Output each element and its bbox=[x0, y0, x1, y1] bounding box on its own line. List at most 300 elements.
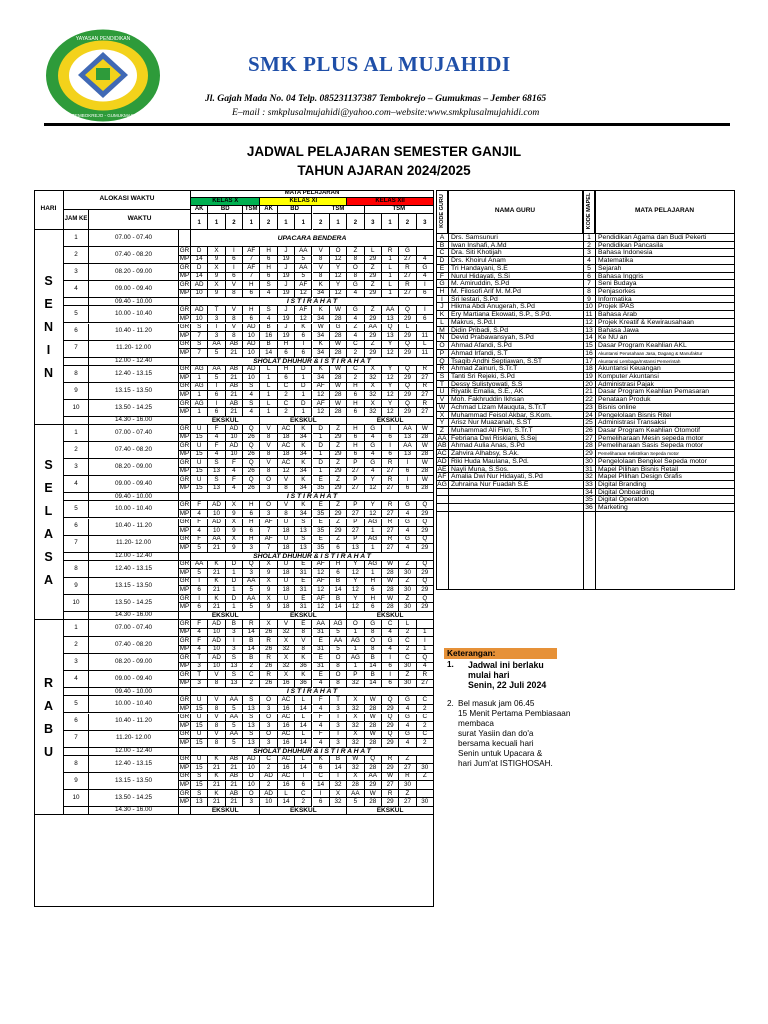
subject-name: Dasar Program Keahlian AKL bbox=[598, 342, 687, 350]
waktu: 11.20- 12.00 bbox=[89, 341, 179, 358]
waktu: 08.20 - 09.00 bbox=[89, 264, 179, 281]
teacher-code: S bbox=[295, 536, 312, 545]
subject-code: 5 bbox=[191, 544, 208, 553]
subject-code: 28 bbox=[417, 485, 434, 494]
teacher-code: Q bbox=[417, 536, 434, 545]
day-letter: L bbox=[44, 503, 53, 518]
subject-name: Sejarah bbox=[598, 264, 622, 272]
teacher-code: AA bbox=[226, 696, 243, 705]
teacher-code: C bbox=[347, 341, 364, 350]
teacher-code-cell: X bbox=[439, 411, 445, 419]
teacher-code: Z bbox=[330, 459, 347, 468]
teacher-code: W bbox=[347, 756, 364, 765]
teacher-code: B bbox=[226, 620, 243, 629]
teacher-name: Makrus, S.Pd.I bbox=[451, 318, 496, 326]
teacher-code: D bbox=[295, 383, 312, 392]
column-divider bbox=[448, 190, 449, 590]
gr-mp-label bbox=[179, 417, 191, 425]
jam-ke: 10 bbox=[64, 400, 89, 417]
teacher-code: H bbox=[347, 383, 364, 392]
keterangan-item2-line: surat Yasiin dan do'a bbox=[458, 729, 534, 738]
jam-ke: 6 bbox=[64, 714, 89, 731]
subject-code: 10 bbox=[208, 510, 225, 519]
subject-code: 26 bbox=[260, 663, 277, 672]
subject-code: 13 bbox=[295, 544, 312, 553]
subject-code: 29 bbox=[365, 273, 382, 282]
teacher-code-cell: I bbox=[441, 295, 443, 303]
ekskul-band: EKSKUL bbox=[191, 612, 260, 620]
teacher-code: R bbox=[382, 790, 399, 799]
subject-code: 8 bbox=[260, 434, 277, 443]
waktu: 14.30 - 16.00 bbox=[89, 612, 179, 620]
subject-number: 25 bbox=[585, 419, 593, 427]
subject-code: 27 bbox=[417, 408, 434, 417]
subject-code: 16 bbox=[278, 764, 295, 773]
ekskul-band: EKSKUL bbox=[347, 417, 434, 425]
teacher-code: AF bbox=[295, 306, 312, 315]
subject-code: 4 bbox=[191, 646, 208, 655]
subject-code: 29 bbox=[365, 349, 382, 358]
teacher-name: Achmad Lizam Mauquta, S.Tr.T bbox=[451, 403, 547, 411]
teacher-code: X bbox=[226, 519, 243, 528]
teacher-subject-row bbox=[436, 303, 735, 311]
subject-code: 8 bbox=[208, 739, 225, 748]
teacher-code-cell: F bbox=[439, 272, 445, 280]
subject-code: 10 bbox=[243, 764, 260, 773]
mp-label: MP bbox=[179, 527, 190, 534]
teacher-name: Drs. Khoirul Anam bbox=[451, 257, 506, 265]
subject-code: 27 bbox=[347, 485, 364, 494]
teacher-code: G bbox=[365, 459, 382, 468]
waktu: 14.30 - 16.00 bbox=[89, 807, 179, 815]
subject-code: 29 bbox=[399, 315, 416, 324]
teacher-name: Muhammad Ali Fikri, S.Tr.T bbox=[451, 427, 533, 434]
teacher-name: Devid Prabawansyah, S.Pd bbox=[451, 334, 534, 342]
subject-code: 4 bbox=[347, 290, 364, 299]
subject-name: Bahasa Jawa bbox=[598, 326, 639, 334]
subject-code: 9 bbox=[260, 569, 277, 578]
teacher-code: H bbox=[260, 264, 277, 273]
teacher-code: Z bbox=[399, 561, 416, 570]
subject-code: 16 bbox=[278, 705, 295, 714]
ekskul-band: EKSKUL bbox=[347, 612, 434, 620]
jam-ke bbox=[64, 493, 89, 501]
teacher-code: AC bbox=[278, 442, 295, 451]
teacher-code: Q bbox=[243, 459, 260, 468]
waktu: 12.40 - 13.15 bbox=[89, 561, 179, 578]
day-letter: R bbox=[43, 675, 54, 690]
teacher-code: E bbox=[313, 637, 330, 646]
subject-code: 30 bbox=[399, 680, 416, 689]
subject-number: 9 bbox=[587, 295, 591, 303]
teacher-code: B bbox=[260, 324, 277, 333]
gr-label: GR bbox=[179, 425, 190, 432]
keterangan-item1-line: Senin, 22 Juli 2024 bbox=[468, 680, 547, 690]
subject-code: 21 bbox=[208, 764, 225, 773]
subject-code: 18 bbox=[278, 603, 295, 612]
subject-code: 12 bbox=[313, 391, 330, 400]
subject-code: 6 bbox=[243, 290, 260, 299]
jam-ke: 9 bbox=[64, 383, 89, 400]
subject-code: 9 bbox=[260, 603, 277, 612]
waktu: 13.50 - 14.25 bbox=[89, 595, 179, 612]
subject-code: 6 bbox=[260, 256, 277, 265]
subject-number: 13 bbox=[585, 326, 593, 334]
teacher-code: T bbox=[208, 306, 225, 315]
jam-ke: 4 bbox=[64, 476, 89, 493]
waktu: 08.20 - 09.00 bbox=[89, 654, 179, 671]
gr-mp-label bbox=[179, 493, 191, 501]
subject-code: 21 bbox=[226, 349, 243, 358]
subject-code: 10 bbox=[208, 663, 225, 672]
teacher-code: AF bbox=[313, 595, 330, 604]
teacher-code: K bbox=[295, 476, 312, 485]
subject-code: 12 bbox=[330, 290, 347, 299]
teacher-code-cell: C bbox=[439, 249, 445, 257]
teacher-code-cell: K bbox=[439, 311, 445, 319]
teacher-name: Nayli Muna, S.Sos. bbox=[451, 465, 509, 473]
subject-code: 1 bbox=[295, 391, 312, 400]
teacher-code: Q bbox=[399, 306, 416, 315]
teacher-code: Q bbox=[417, 519, 434, 528]
waktu: 10.00 - 10.40 bbox=[89, 501, 179, 518]
header-mata-pelajaran: MATA PELAJARAN bbox=[191, 190, 434, 198]
teacher-code: X bbox=[347, 731, 364, 740]
subject-name: Bahasa Indonesia bbox=[598, 249, 653, 257]
subject-code: 6 bbox=[226, 256, 243, 265]
teacher-code: Y bbox=[347, 595, 364, 604]
teacher-code: AD bbox=[208, 620, 225, 629]
gr-label: GR bbox=[179, 442, 190, 449]
subject-code: 15 bbox=[191, 739, 208, 748]
teacher-code: AA bbox=[208, 536, 225, 545]
teacher-code: AF bbox=[295, 281, 312, 290]
subject-code: 13 bbox=[295, 527, 312, 536]
teacher-code: AA bbox=[191, 561, 208, 570]
teacher-code-cell: AB bbox=[437, 442, 447, 450]
teacher-code-cell: A bbox=[439, 234, 445, 241]
header-major: TSM bbox=[365, 206, 434, 214]
teacher-code: U bbox=[191, 459, 208, 468]
teacher-code: C bbox=[382, 620, 399, 629]
header-hari: HARI bbox=[34, 190, 64, 230]
teacher-subject-row bbox=[436, 412, 735, 420]
keterangan-item2-line: bersama kecuali hari bbox=[458, 739, 534, 748]
subject-code: 29 bbox=[330, 527, 347, 536]
teacher-name: Dessy Sulistyowati, S.S bbox=[451, 380, 523, 388]
teacher-code: Q bbox=[399, 400, 416, 409]
subject-name: Digital Operation bbox=[598, 496, 649, 504]
subject-code: 5 bbox=[226, 722, 243, 731]
gr-mp-label bbox=[179, 807, 191, 815]
ekskul-band: EKSKUL bbox=[260, 417, 347, 425]
waktu: 12.00 - 12.40 bbox=[89, 553, 179, 561]
subject-code: 29 bbox=[417, 544, 434, 553]
teacher-code-cell: AC bbox=[437, 450, 447, 458]
subject-name: Mapel Pilihan Bisnis Retail bbox=[598, 465, 679, 473]
teacher-code: AB bbox=[226, 756, 243, 765]
subject-code: 6 bbox=[330, 544, 347, 553]
subject-code: 32 bbox=[347, 764, 364, 773]
subject-code: 1 bbox=[191, 391, 208, 400]
subject-code: 4 bbox=[417, 663, 434, 672]
ekskul-band: EKSKUL bbox=[191, 807, 260, 815]
subject-code: 29 bbox=[365, 256, 382, 265]
subject-code: 13 bbox=[208, 468, 225, 477]
subject-number: 28 bbox=[585, 442, 593, 450]
teacher-code: I bbox=[399, 459, 416, 468]
subject-code: 3 bbox=[208, 332, 225, 341]
subject-code: 28 bbox=[417, 434, 434, 443]
gr-label: GR bbox=[179, 501, 190, 509]
subject-code: 29 bbox=[365, 315, 382, 324]
subject-name: Bisnis online bbox=[598, 403, 637, 411]
teacher-code: H bbox=[365, 578, 382, 587]
column-divider bbox=[583, 190, 584, 590]
day-letter: S bbox=[44, 457, 53, 472]
teacher-code: I bbox=[382, 654, 399, 663]
mp-label: MP bbox=[179, 781, 190, 788]
subject-code: 18 bbox=[278, 586, 295, 595]
teacher-code: P bbox=[347, 501, 364, 510]
teacher-code: U bbox=[278, 595, 295, 604]
subject-code: 14 bbox=[295, 705, 312, 714]
subject-code: 15 bbox=[191, 781, 208, 790]
subject-code: 6 bbox=[191, 586, 208, 595]
subject-code: 4 bbox=[191, 527, 208, 536]
teacher-name bbox=[451, 489, 583, 497]
subject-code: 32 bbox=[347, 722, 364, 731]
subject-code: 26 bbox=[260, 646, 277, 655]
subject-code: 4 bbox=[191, 510, 208, 519]
teacher-code: G bbox=[382, 637, 399, 646]
teacher-name bbox=[451, 504, 583, 512]
subject-code: 14 bbox=[243, 629, 260, 638]
subject-code: 1 bbox=[382, 290, 399, 299]
teacher-code: AG bbox=[191, 400, 208, 409]
teacher-name: Moh. Fakhruddin Ikhsan bbox=[451, 396, 524, 404]
teacher-code: H bbox=[278, 366, 295, 375]
subject-code: 18 bbox=[278, 544, 295, 553]
teacher-code: G bbox=[399, 696, 416, 705]
teacher-code: W bbox=[330, 366, 347, 375]
subject-code: 27 bbox=[347, 468, 364, 477]
jam-ke bbox=[64, 748, 89, 756]
teacher-code: AA bbox=[399, 442, 416, 451]
teacher-name: Ahmad Aulia Anas, S.Pd bbox=[451, 442, 525, 450]
teacher-code: W bbox=[382, 595, 399, 604]
teacher-subject-row bbox=[436, 311, 735, 319]
teacher-code: AF bbox=[313, 400, 330, 409]
subject-code: 13 bbox=[243, 739, 260, 748]
teacher-code: AD bbox=[208, 519, 225, 528]
teacher-code: AG bbox=[347, 637, 364, 646]
teacher-code: H bbox=[243, 536, 260, 545]
jam-ke: 1 bbox=[64, 620, 89, 637]
jam-ke bbox=[64, 553, 89, 561]
subject-code: 10 bbox=[243, 374, 260, 383]
mp-label: MP bbox=[179, 314, 190, 322]
teacher-name: Dra. Siti Khotijah bbox=[451, 249, 502, 257]
teacher-code: AA bbox=[295, 264, 312, 273]
subject-code: 1 bbox=[382, 273, 399, 282]
teacher-code: AA bbox=[399, 425, 416, 434]
gr-label: GR bbox=[179, 459, 190, 466]
subject-code: 6 bbox=[295, 332, 312, 341]
teacher-code: S bbox=[191, 773, 208, 782]
subject-name: Dasar Program Keahlian Pemasaran bbox=[598, 388, 710, 396]
teacher-subject-row bbox=[436, 273, 735, 281]
teacher-code: T bbox=[208, 324, 225, 333]
subject-code: 10 bbox=[191, 315, 208, 324]
subject-code: 11 bbox=[417, 349, 434, 358]
subject-code: 8 bbox=[295, 646, 312, 655]
subject-code: 6 bbox=[347, 434, 364, 443]
teacher-code: V bbox=[208, 731, 225, 740]
subject-code: 1 bbox=[365, 544, 382, 553]
subject-code: 4 bbox=[365, 468, 382, 477]
subject-code: 29 bbox=[330, 434, 347, 443]
teacher-code: K bbox=[208, 773, 225, 782]
teacher-code: J bbox=[278, 306, 295, 315]
teacher-code: O bbox=[243, 773, 260, 782]
subject-code: 8 bbox=[313, 273, 330, 282]
teacher-code: Q bbox=[382, 731, 399, 740]
subject-code: 21 bbox=[208, 603, 225, 612]
teacher-code: E bbox=[295, 561, 312, 570]
day-label-rabu bbox=[34, 620, 64, 815]
teacher-code: O bbox=[260, 696, 277, 705]
subject-code: 27 bbox=[347, 527, 364, 536]
gr-label: GR bbox=[179, 382, 190, 390]
subject-code: 2 bbox=[278, 391, 295, 400]
teacher-name: Ahmad Afandi, S.Pd bbox=[451, 342, 512, 350]
subject-code: 15 bbox=[191, 451, 208, 460]
header-kode-guru-text: KODE GURU bbox=[439, 194, 445, 228]
teacher-name: Amalia Dwi Nur Hidayati, S.Pd bbox=[451, 473, 543, 481]
teacher-code: S bbox=[208, 476, 225, 485]
waktu: 09.40 - 10.00 bbox=[89, 298, 179, 306]
header-sub-number: 2 bbox=[399, 214, 416, 230]
subject-code: 32 bbox=[365, 408, 382, 417]
teacher-code-cell: AF bbox=[437, 473, 447, 481]
teacher-code: H bbox=[365, 595, 382, 604]
subject-code: 5 bbox=[243, 586, 260, 595]
teacher-code: R bbox=[382, 459, 399, 468]
subject-code: 1 bbox=[313, 468, 330, 477]
teacher-name: Drs. Samsunuri bbox=[451, 234, 498, 241]
mp-label: MP bbox=[179, 739, 190, 746]
subject-number: 26 bbox=[585, 427, 593, 434]
teacher-code: AF bbox=[313, 578, 330, 587]
teacher-code: I bbox=[191, 595, 208, 604]
subject-code: 30 bbox=[399, 586, 416, 595]
teacher-code: H bbox=[243, 519, 260, 528]
teacher-code: Y bbox=[382, 400, 399, 409]
subject-code: 15 bbox=[191, 722, 208, 731]
subject-code: 5 bbox=[208, 349, 225, 358]
teacher-code: I bbox=[226, 637, 243, 646]
jam-ke: 10 bbox=[64, 790, 89, 807]
waktu: 10.40 - 11.20 bbox=[89, 714, 179, 731]
subject-code: 6 bbox=[278, 374, 295, 383]
subject-code: 27 bbox=[382, 781, 399, 790]
teacher-code: O bbox=[260, 476, 277, 485]
subject-code: 29 bbox=[399, 374, 416, 383]
teacher-name: Zuhraina Nur Fuadah S.E bbox=[451, 481, 529, 489]
school-email-website: E–mail : smkplusalmujahidi@yahoo.com–website:www.smkplusalmujahidi.com bbox=[232, 107, 540, 118]
waktu: 12.40 - 13.15 bbox=[89, 366, 179, 383]
teacher-code: AG bbox=[191, 383, 208, 392]
subject-code: 27 bbox=[399, 290, 416, 299]
subject-number: 19 bbox=[585, 372, 593, 380]
teacher-name: Ahmad Irfandi, S.T bbox=[451, 349, 508, 357]
keterangan-item1-line: Jadwal ini berlaku bbox=[468, 660, 544, 670]
subject-code: 10 bbox=[226, 451, 243, 460]
teacher-code: S bbox=[243, 714, 260, 723]
teacher-code: S bbox=[243, 731, 260, 740]
subject-code: 1 bbox=[347, 646, 364, 655]
ekskul-band: EKSKUL bbox=[260, 612, 347, 620]
teacher-code: P bbox=[347, 671, 364, 680]
subject-code: 19 bbox=[278, 332, 295, 341]
waktu: 09.00 - 09.40 bbox=[89, 281, 179, 298]
teacher-code: W bbox=[382, 773, 399, 782]
subject-name: Pendidikan Agama dan Budi Pekerti bbox=[598, 234, 707, 241]
subject-code: 29 bbox=[417, 510, 434, 519]
subject-code: 34 bbox=[295, 434, 312, 443]
subject-name: Komputer Akuntansi bbox=[598, 372, 659, 380]
teacher-name: Zahvira Alhabsy, S.Ak. bbox=[451, 450, 519, 458]
subject-code: 6 bbox=[260, 273, 277, 282]
teacher-subject-row bbox=[436, 334, 735, 342]
teacher-code: X bbox=[208, 247, 225, 256]
subject-code: 27 bbox=[382, 510, 399, 519]
teacher-code: L bbox=[260, 383, 277, 392]
document-subtitle: TAHUN AJARAN 2024/2025 bbox=[297, 163, 471, 178]
subject-code: 5 bbox=[330, 629, 347, 638]
teacher-code-cell: U bbox=[439, 388, 445, 396]
teacher-code: K bbox=[208, 561, 225, 570]
subject-code: 5 bbox=[295, 256, 312, 265]
subject-code: 5 bbox=[347, 798, 364, 807]
gr-label: GR bbox=[179, 518, 190, 526]
header-sub-number: 1 bbox=[330, 214, 347, 230]
teacher-code: AD bbox=[191, 281, 208, 290]
teacher-code: R bbox=[382, 247, 399, 256]
teacher-code: R bbox=[260, 654, 277, 663]
teacher-code: R bbox=[417, 366, 434, 375]
subject-code: 4 bbox=[208, 434, 225, 443]
subject-code: 12 bbox=[278, 468, 295, 477]
teacher-code: Q bbox=[417, 578, 434, 587]
teacher-code: B bbox=[260, 341, 277, 350]
teacher-code: U bbox=[278, 561, 295, 570]
gr-label: GR bbox=[179, 535, 190, 543]
teacher-code: R bbox=[417, 400, 434, 409]
teacher-code: H bbox=[347, 400, 364, 409]
gr-mp-label bbox=[179, 358, 191, 366]
subject-code: 3 bbox=[260, 722, 277, 731]
subject-code: 21 bbox=[226, 391, 243, 400]
day-label-selasa bbox=[34, 425, 64, 620]
subject-code: 12 bbox=[347, 603, 364, 612]
subject-code: 3 bbox=[243, 544, 260, 553]
subject-code: 15 bbox=[191, 468, 208, 477]
teacher-subject-row bbox=[436, 319, 735, 327]
teacher-code: Q bbox=[417, 561, 434, 570]
teacher-code: K bbox=[313, 341, 330, 350]
